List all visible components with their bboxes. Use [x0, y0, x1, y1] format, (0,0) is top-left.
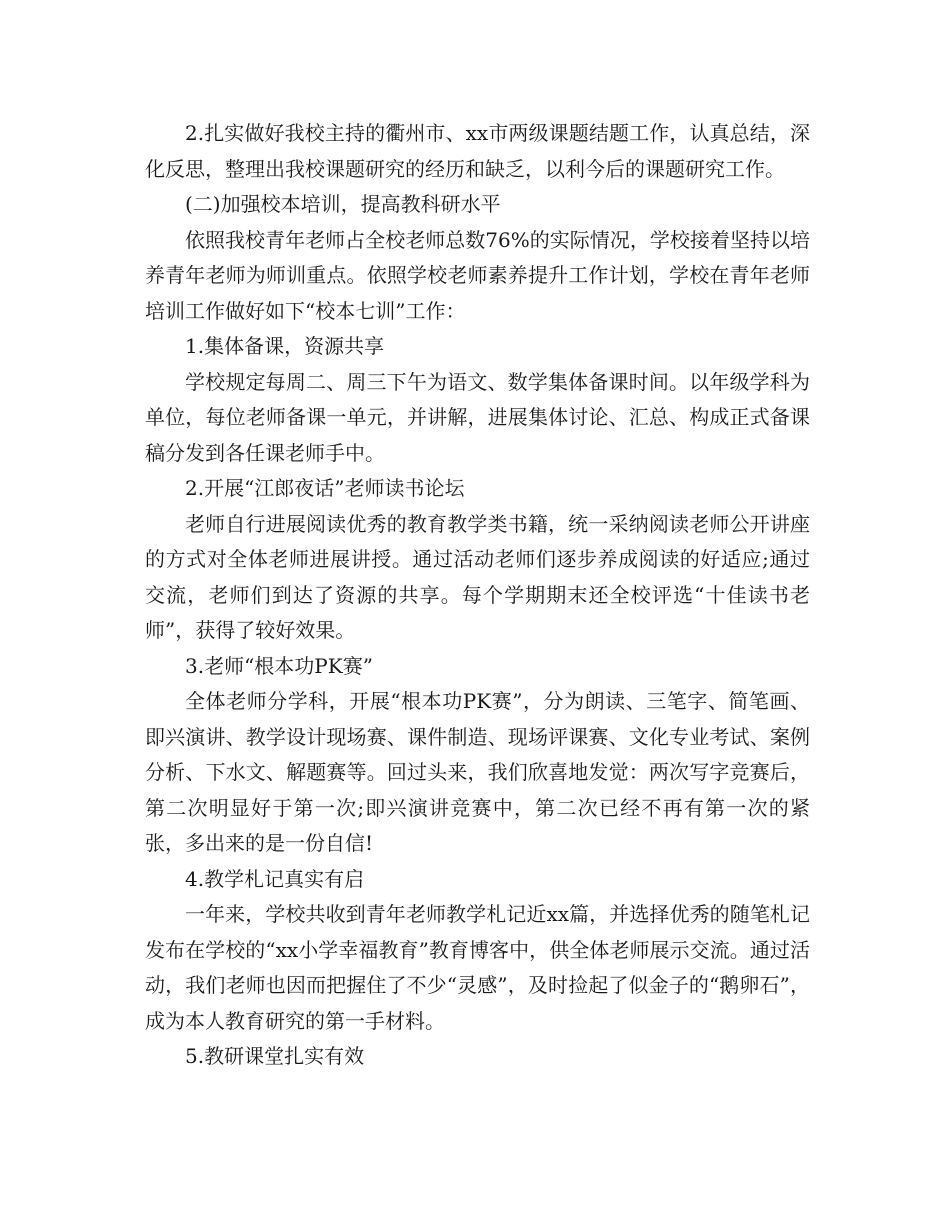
item-heading-5: 5.教研课堂扎实有效: [185, 1044, 365, 1068]
paragraph-1: 2.扎实做好我校主持的衢州市、xx市两级课题结题工作，认真总结，深化反思，整理出我校课题研究的经历和缺乏，以利今后的课题研究工作。: [145, 121, 810, 181]
paragraph-9: 全体老师分学科，开展“根本功PK赛”，分为朗读、三笔字、简笔画、即兴演讲、教学设计现场赛、课件制造、现场评课赛、文化专业考试、案例分析、下水文、解题赛等。回过头来，我们欣喜地发觉：两次写字竞赛后，第二次明显好于第一次;即兴演讲竞赛中，第二次已经不再有第一次的紧张，多出来的是一份自信!: [145, 689, 810, 855]
item-heading-4: 4.教学札记真实有启: [185, 866, 365, 891]
item-heading-1: 1.集体备课，资源共享: [185, 334, 385, 358]
document-page: [145, 116, 810, 1075]
paragraph-7: 老师自行进展阅读优秀的教育教学类书籍，统一采纳阅读老师公开讲座的方式对全体老师进展讲授。通过活动老师们逐步养成阅读的好适应;通过交流，老师们到达了资源的共享。每个学期期末还全校评选“十佳读书老师”，获得了较好效果。: [145, 511, 810, 642]
paragraph-5: 学校规定每周二、周三下午为语文、数学集体备课时间。以年级学科为单位，每位老师备课一单元，并讲解，进展集体讨论、汇总、构成正式备课稿分发到各任课老师手中。: [145, 369, 810, 465]
item-heading-3: 3.老师“根本功PK赛”: [185, 653, 373, 678]
item-heading-2: 2.开展“江郎夜话”老师读书论坛: [185, 476, 465, 500]
paragraph-3: 依照我校青年老师占全校老师总数76%的实际情况，学校接着坚持以培养青年老师为师训重点。依照学校老师素养提升工作计划，学校在青年老师培训工作做好如下“校本七训”工作：: [145, 227, 810, 323]
paragraph-11: 一年来，学校共收到青年老师教学札记近xx篇，并选择优秀的随笔札记发布在学校的“xx小学幸福教育”教育博客中，供全体老师展示交流。通过活动，我们老师也因而把握住了不少“灵感”，及时捡起了似金子的“鹅卵石”，成为本人教育研究的第一手材料。: [145, 902, 810, 1033]
section-heading-2: (二)加强校本培训，提高教科研水平: [185, 192, 501, 216]
